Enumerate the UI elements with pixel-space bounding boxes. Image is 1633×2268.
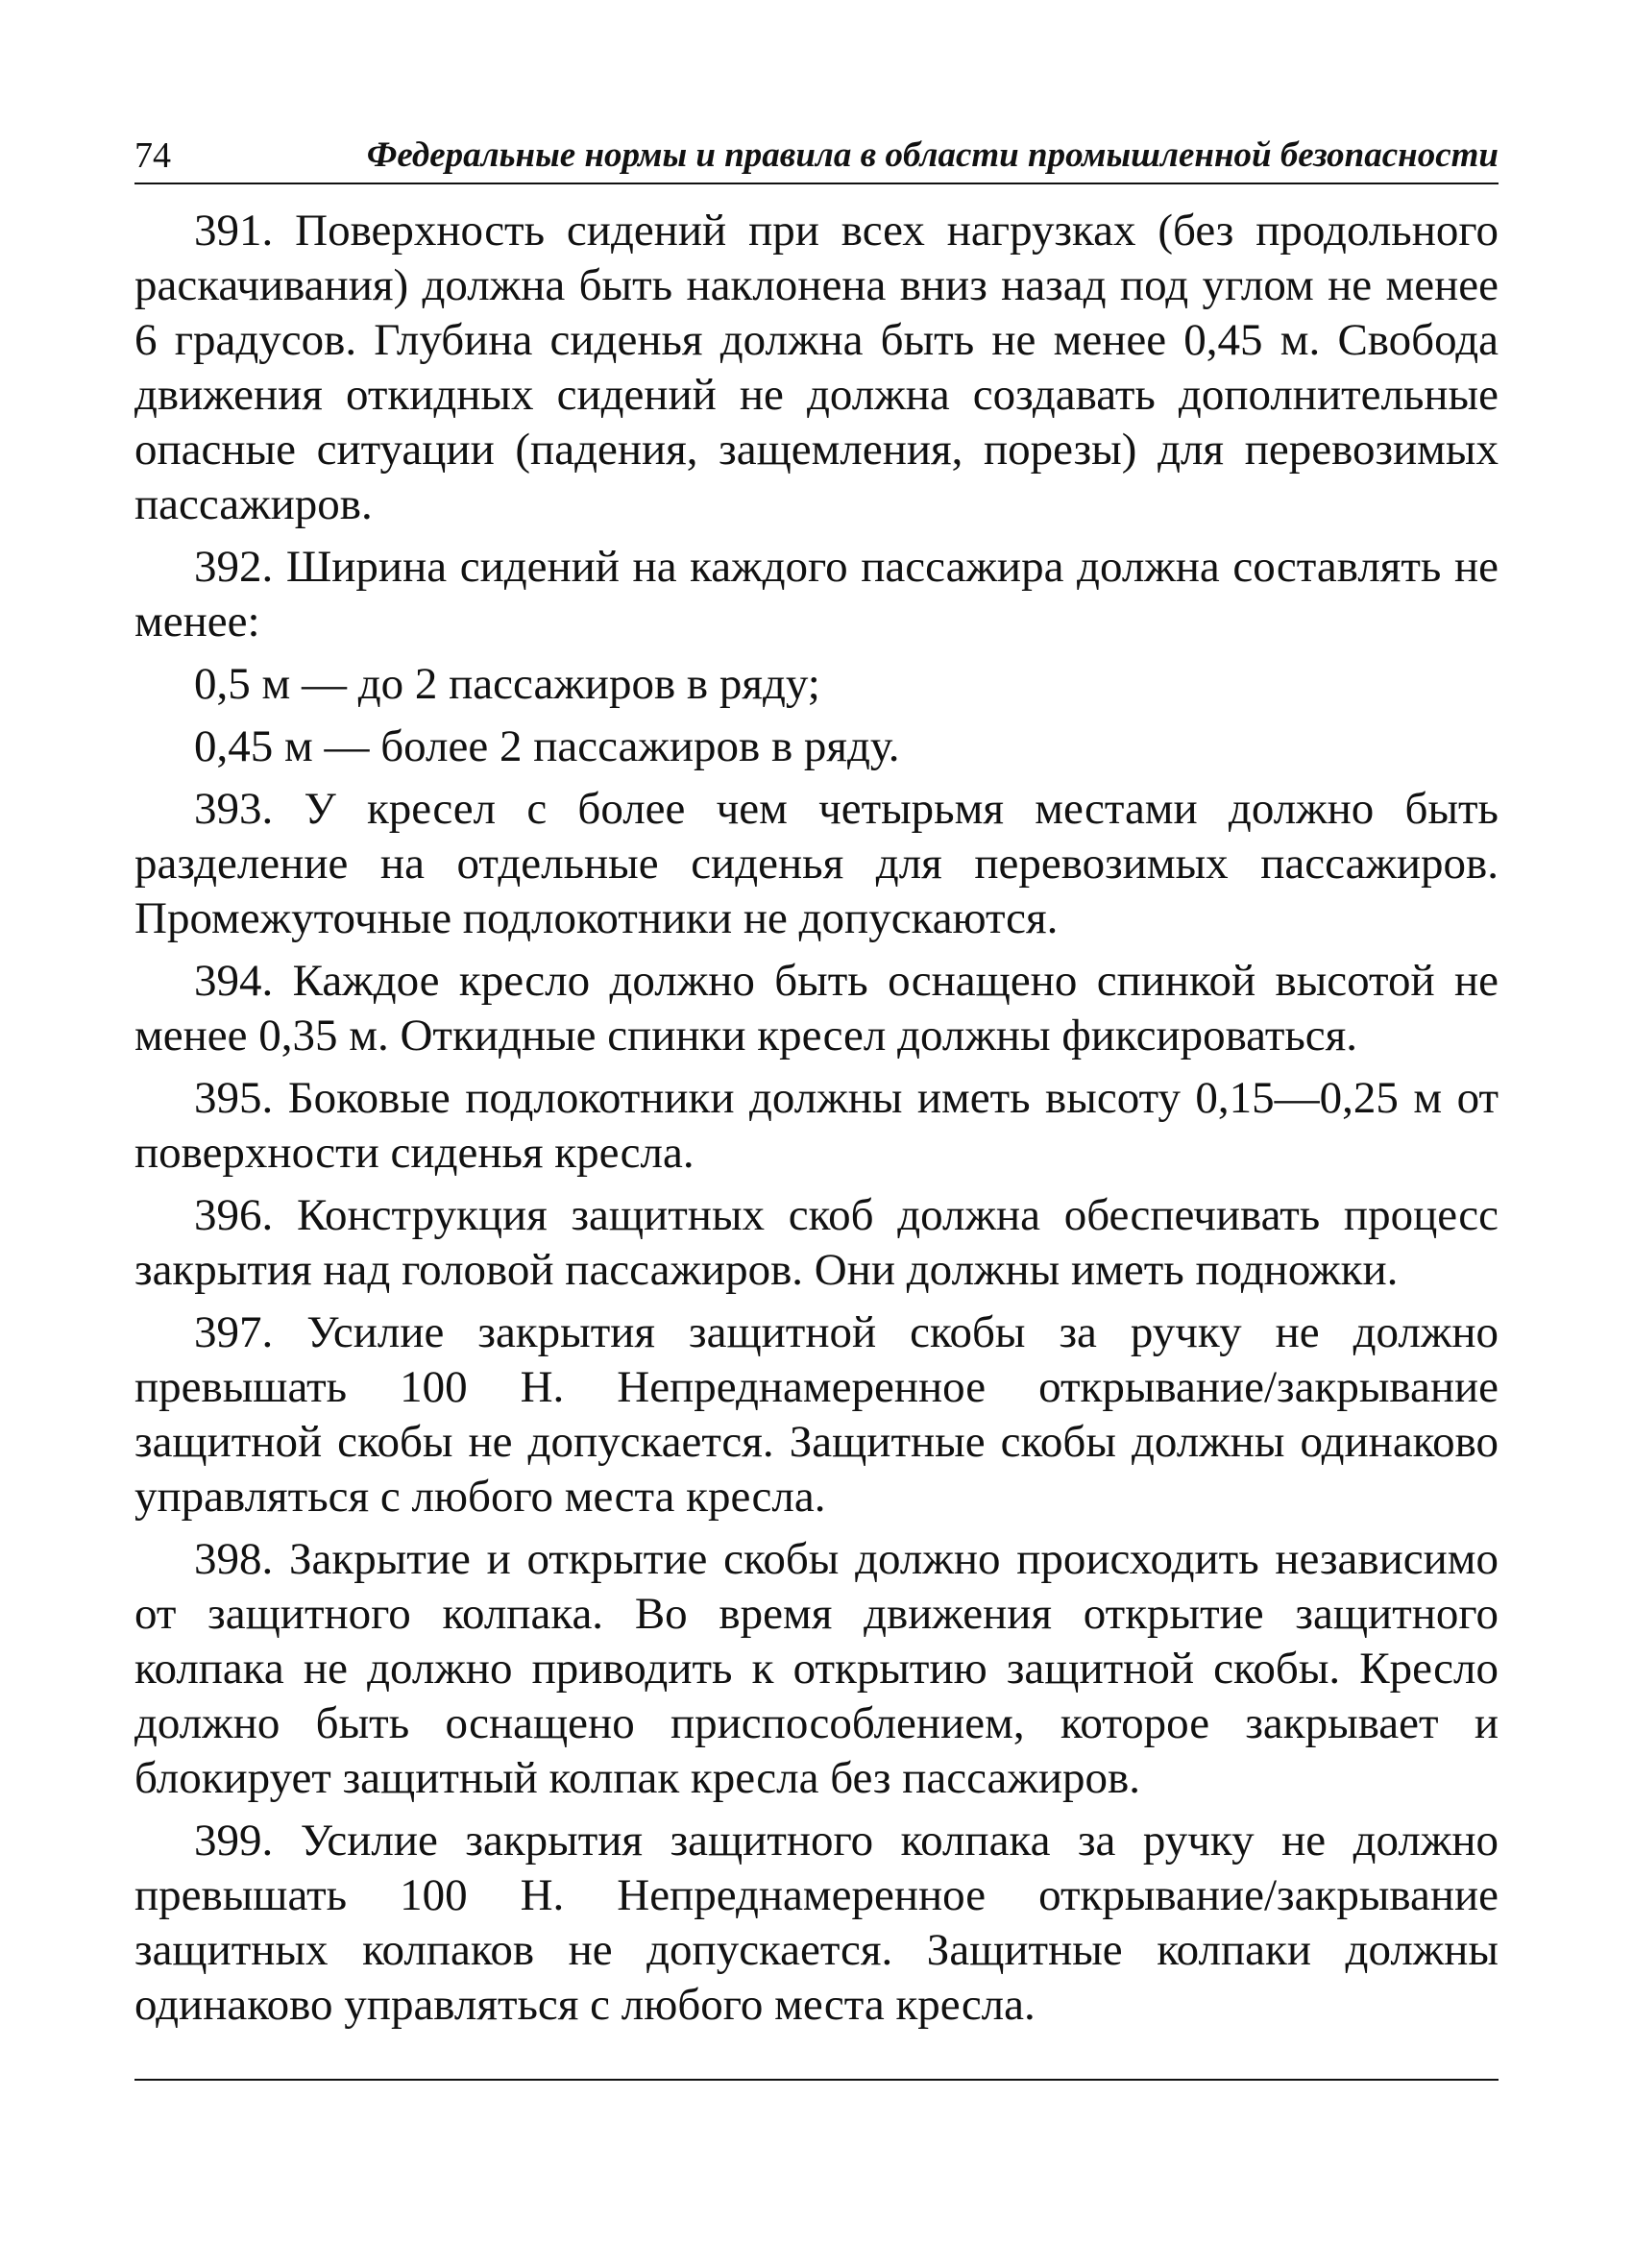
paragraph-393: 393. У кресел с более чем четырьмя местами должно быть разделение на отдельные сиденья для перевозимых пассажиров. Промежуточные подлокотники не допускаются. — [134, 784, 1499, 943]
page-number: 74 — [134, 135, 171, 176]
paragraph-399: 399. Усилие закрытия защитного колпака за ручку не должно превышать 100 Н. Непреднамеренное открывание/закрывание защитных колпаков не допускается. Защитные колпаки должны одинаково управляться с любого места кресла. — [134, 1816, 1499, 2030]
running-head: Федеральные нормы и правила в области промышленной безопасности — [366, 135, 1499, 175]
list-item: 0,45 м — более 2 пассажиров в ряду. — [194, 721, 900, 771]
paragraph-394: 394. Каждое кресло должно быть оснащено спинкой высотой не менее 0,35 м. Откидные спинки кресел должны фиксироваться. — [134, 956, 1499, 1061]
footer-rule — [134, 2079, 1499, 2081]
paragraph-398: 398. Закрытие и открытие скобы должно происходить независимо от защитного колпака. Во время движения открытие защитного колпака не должно приводить к открытию защитной скобы. Кресло должно быть оснащено приспособлением, которое закрывает и блокирует защитный колпак кресла без пассажиров. — [134, 1534, 1499, 1803]
paragraph-396: 396. Конструкция защитных скоб должна обеспечивать процесс закрытия над головой пассажиров. Они должны иметь подножки. — [134, 1190, 1499, 1295]
page-header — [134, 133, 1499, 184]
paragraph-395: 395. Боковые подлокотники должны иметь высоту 0,15—0,25 м от поверхности сиденья кресла. — [134, 1073, 1499, 1178]
paragraph-392: 392. Ширина сидений на каждого пассажира должна составлять не менее: — [134, 542, 1499, 646]
list-item: 0,5 м — до 2 пассажиров в ряду; — [194, 659, 820, 709]
body-text — [134, 204, 1499, 2040]
paragraph-391: 391. Поверхность сидений при всех нагрузках (без продольного раскачивания) должна быть наклонена вниз назад под углом не менее 6 градусов. Глубина сиденья должна быть не менее 0,45 м. Свобода движения откидных сидений не должна создавать дополнительные опасные ситуации (падения, защемления, порезы) для перевозимых пассажиров. — [134, 206, 1499, 529]
paragraph-397: 397. Усилие закрытия защитной скобы за ручку не должно превышать 100 Н. Непреднамеренное открывание/закрывание защитной скобы не допускается. Защитные скобы должны одинаково управляться с любого места кресла. — [134, 1307, 1499, 1522]
